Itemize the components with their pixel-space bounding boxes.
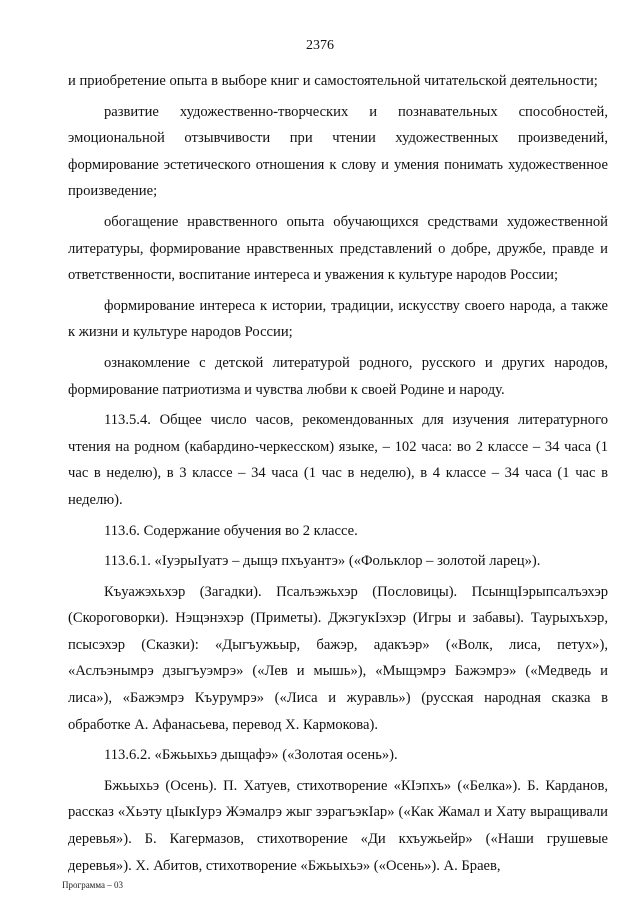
- paragraph: ознакомление с детской литературой родного, русского и других народов, формирование патриотизма и чувства любви к своей Родине и народу.: [68, 354, 608, 398]
- paragraph: Бжьыхьэ (Осень). П. Хатуев, стихотворение «КIэпхъ» («Белка»). Б. Карданов, рассказ «Хьэту цIыкIурэ Жэмалрэ жыг зэрагъэкIар» («Как Жамал и Хату выращивали деревья»). Б. Кагермазов, стихотворение «Ди кхъужьейр» («Наши грушевые деревья»). Х. Абитов, стихотворение «Бжьыхьэ» («Осень»). А. Браев,: [68, 777, 608, 874]
- paragraph: 113.5.4. Общее число часов, рекомендованных для изучения литературного чтения на родном (кабардино-черкесском) языке, – 102 часа: во 2 классе – 34 часа (1 час в неделю), в 3 классе – 34 часа (1 час в неделю), в 4 классе – 34 часа (1 час в неделю).: [68, 412, 608, 508]
- subsection-heading: 113.6.2. «Бжьыхьэ дыщафэ» («Золотая осень»).: [104, 747, 398, 764]
- footer-label: Программа – 03: [62, 880, 124, 890]
- subsection-heading: 113.6.1. «IуэрыIуатэ – дыщэ пхъуантэ» («Фольклор – золотой ларец»).: [104, 553, 541, 570]
- paragraph: формирование интереса к истории, традиции, искусству своего народа, а также к жизни и культуре народов России;: [68, 297, 608, 341]
- paragraph: развитие художественно-творческих и познавательных способностей, эмоциональной отзывчивости при чтении художественных произведений, формирование эстетического отношения к слову и умения понимать художественное произведение;: [68, 103, 608, 200]
- section-heading: 113.6. Содержание обучения во 2 классе.: [104, 522, 358, 539]
- page-number: 2376: [306, 38, 334, 53]
- paragraph: Къуажэхьхэр (Загадки). Псалъэжьхэр (Пословицы). ПсынщIэрыпсалъэхэр (Скороговорки). Нэщэнэхэр (Приметы). ДжэгукIэхэр (Игры и забавы). Таурыхъхэр, псысэхэр (Сказки): «Дыгъужьыр, бажэр, адакъэр» («Волк, лиса, петух»), «Аслъэнымрэ дзыгъуэмрэ» («Лев и мышь»), «Мыщэмрэ Бажэмрэ» («Медведь и лиса»), «Бажэмрэ Къурумрэ» («Лиса и журавль») (русская народная сказка в обработке А. Афанасьева, перевод Х. Кармокова).: [68, 583, 608, 733]
- document-body: [68, 68, 608, 879]
- paragraph: обогащение нравственного опыта обучающихся средствами художественной литературы, формирование нравственных представлений о добре, дружбе, правде и ответственности, воспитание интереса и уважения к культуре народов России;: [68, 213, 608, 284]
- paragraph: и приобретение опыта в выборе книг и самостоятельной читательской деятельности;: [68, 73, 598, 89]
